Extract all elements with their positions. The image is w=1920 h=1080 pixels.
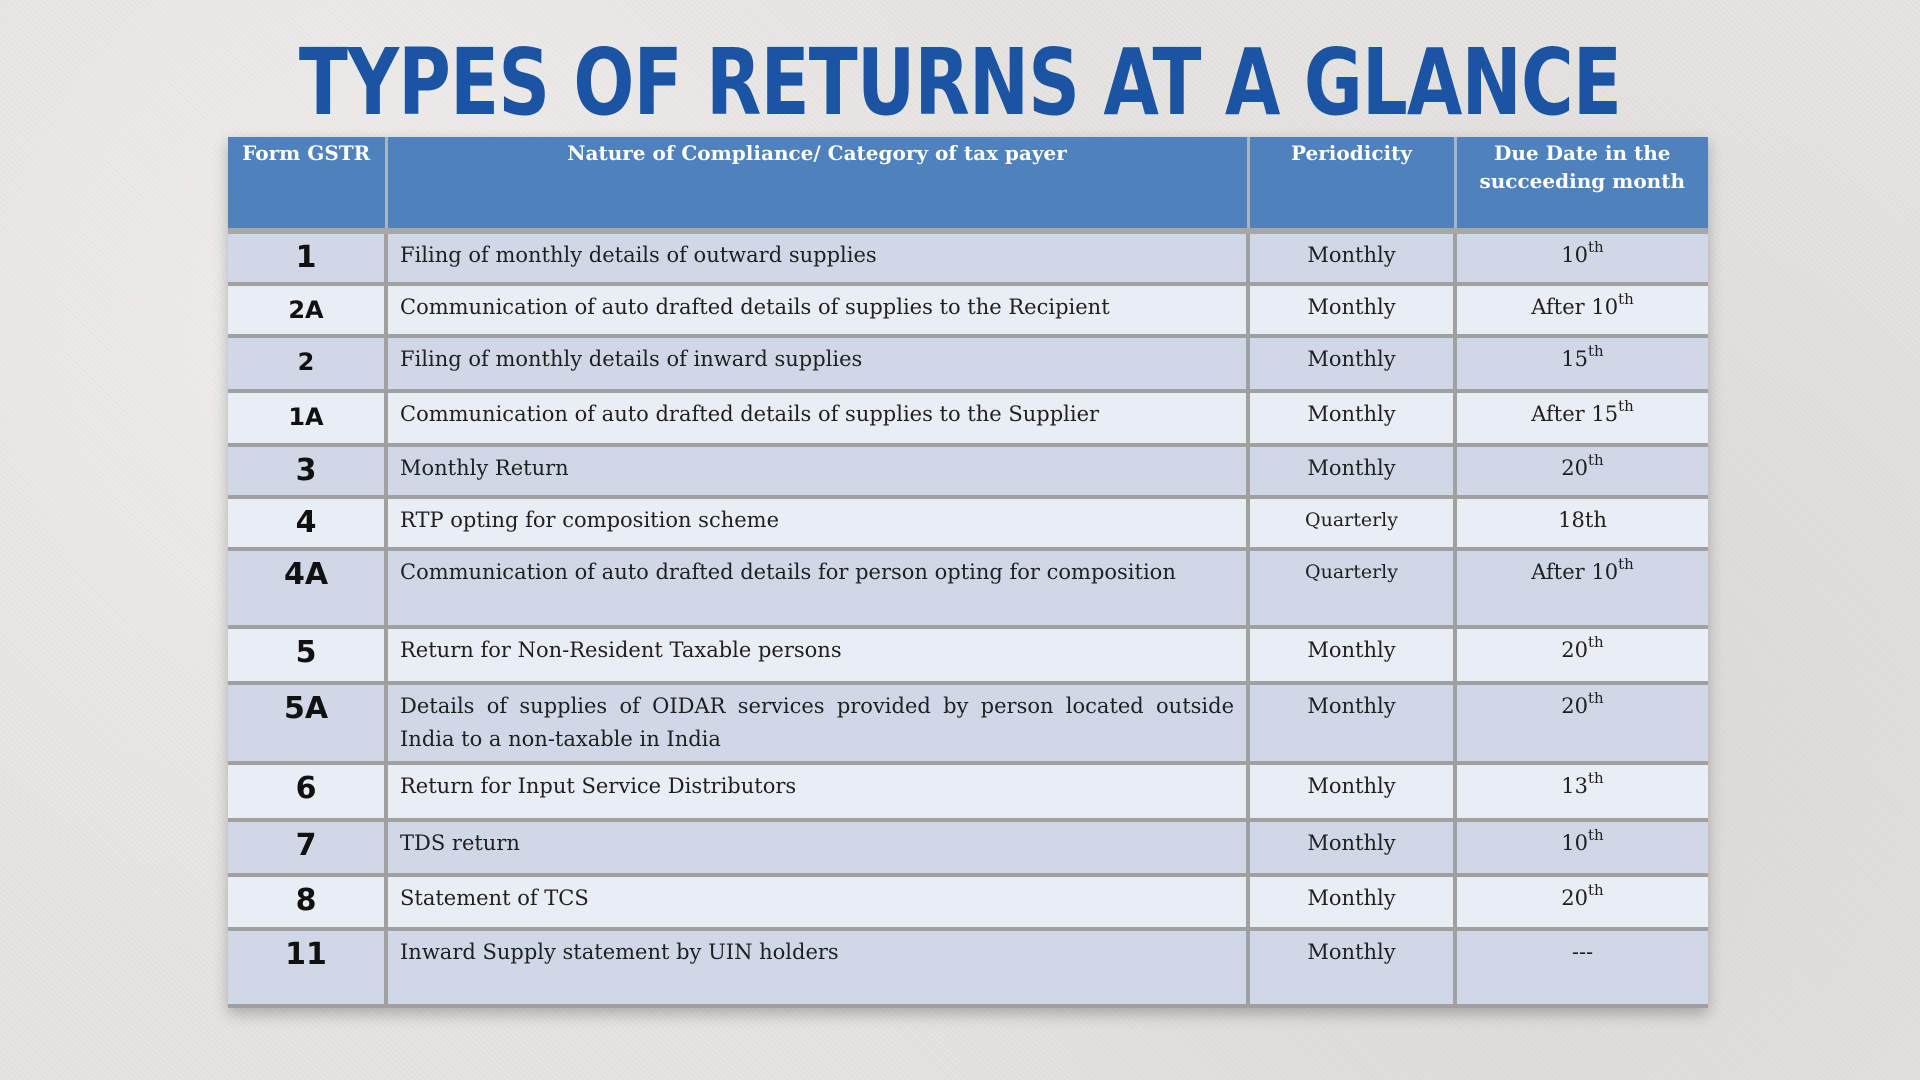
periodicity: Monthly — [1248, 683, 1455, 763]
periodicity: Monthly — [1248, 336, 1455, 391]
due-date-suffix: th — [1588, 451, 1604, 469]
table-row — [228, 683, 1708, 763]
returns-table-container — [228, 137, 1708, 1008]
due-date-suffix: th — [1618, 555, 1634, 573]
due-date — [1455, 929, 1708, 1006]
form-number: 8 — [228, 875, 386, 929]
table-row — [228, 820, 1708, 875]
due-date-suffix: th — [1588, 689, 1604, 707]
due-date — [1455, 231, 1708, 284]
nature-of-compliance: Statement of TCS — [386, 875, 1248, 929]
due-date-number: 10 — [1561, 243, 1589, 267]
due-date-number: 10 — [1591, 295, 1619, 319]
due-date-suffix: th — [1588, 633, 1604, 651]
due-date-suffix: th — [1618, 397, 1634, 415]
due-date-suffix: th — [1588, 881, 1604, 899]
due-date — [1455, 763, 1708, 820]
nature-of-compliance: Communication of auto drafted details of supplies to the Supplier — [386, 391, 1248, 445]
slide-title: TYPES OF RETURNS AT A GLANCE — [298, 29, 1622, 136]
table-body — [228, 231, 1708, 1006]
form-number: 6 — [228, 763, 386, 820]
table-row — [228, 549, 1708, 627]
periodicity: Quarterly — [1248, 549, 1455, 627]
header-form-gstr: Form GSTR — [228, 137, 386, 231]
table-row — [228, 231, 1708, 284]
table-row — [228, 497, 1708, 549]
due-date — [1455, 391, 1708, 445]
form-number: 4A — [228, 549, 386, 627]
form-number: 1A — [228, 391, 386, 445]
table-row — [228, 391, 1708, 445]
header-due-date: Due Date in the succeeding month — [1455, 137, 1708, 231]
due-date — [1455, 336, 1708, 391]
due-date-suffix: th — [1588, 826, 1604, 844]
nature-of-compliance: TDS return — [386, 820, 1248, 875]
due-date-suffix: th — [1588, 238, 1604, 256]
due-date — [1455, 284, 1708, 336]
due-date — [1455, 683, 1708, 763]
periodicity: Monthly — [1248, 445, 1455, 497]
periodicity: Monthly — [1248, 627, 1455, 683]
periodicity: Monthly — [1248, 763, 1455, 820]
due-date-suffix: th — [1588, 769, 1604, 787]
due-date-number: 10 — [1591, 560, 1619, 584]
due-date — [1455, 627, 1708, 683]
due-date-number: 20 — [1561, 886, 1589, 910]
table-row — [228, 445, 1708, 497]
header-nature-of-compliance: Nature of Compliance/ Category of tax payer — [386, 137, 1248, 231]
table-row — [228, 336, 1708, 391]
form-number: 2 — [228, 336, 386, 391]
due-date-prefix: After — [1531, 402, 1592, 426]
periodicity: Monthly — [1248, 284, 1455, 336]
due-date-number: 20 — [1561, 694, 1589, 718]
nature-of-compliance: Monthly Return — [386, 445, 1248, 497]
due-date — [1455, 820, 1708, 875]
form-number: 4 — [228, 497, 386, 549]
table-row — [228, 284, 1708, 336]
due-date-number: 20 — [1561, 456, 1589, 480]
due-date-number: 15 — [1591, 402, 1619, 426]
due-date-number: 10 — [1561, 831, 1589, 855]
form-number: 3 — [228, 445, 386, 497]
due-date-number: 20 — [1561, 638, 1589, 662]
table-header — [228, 137, 1708, 231]
due-date-number: --- — [1571, 940, 1594, 964]
form-number: 2A — [228, 284, 386, 336]
nature-of-compliance: Communication of auto drafted details of supplies to the Recipient — [386, 284, 1248, 336]
periodicity: Monthly — [1248, 929, 1455, 1006]
due-date-number: 15 — [1561, 347, 1589, 371]
form-number: 11 — [228, 929, 386, 1006]
form-number: 5A — [228, 683, 386, 763]
periodicity: Quarterly — [1248, 497, 1455, 549]
nature-of-compliance: Filing of monthly details of outward supplies — [386, 231, 1248, 284]
header-periodicity: Periodicity — [1248, 137, 1455, 231]
due-date — [1455, 497, 1708, 549]
nature-of-compliance: Return for Input Service Distributors — [386, 763, 1248, 820]
due-date-suffix: th — [1618, 290, 1634, 308]
periodicity: Monthly — [1248, 875, 1455, 929]
returns-table — [228, 137, 1708, 1008]
due-date-number: 13 — [1561, 774, 1589, 798]
periodicity: Monthly — [1248, 231, 1455, 284]
due-date-prefix: After — [1531, 560, 1592, 584]
nature-of-compliance: Communication of auto drafted details for person opting for composition — [386, 549, 1248, 627]
due-date-prefix: After — [1531, 295, 1592, 319]
nature-of-compliance: Return for Non-Resident Taxable persons — [386, 627, 1248, 683]
periodicity: Monthly — [1248, 820, 1455, 875]
nature-of-compliance: RTP opting for composition scheme — [386, 497, 1248, 549]
due-date-suffix: th — [1588, 342, 1604, 360]
table-row — [228, 627, 1708, 683]
form-number: 5 — [228, 627, 386, 683]
table-row — [228, 763, 1708, 820]
due-date — [1455, 875, 1708, 929]
nature-of-compliance: Details of supplies of OIDAR services provided by person located outside India to a non-taxable in India — [386, 683, 1248, 763]
form-number: 1 — [228, 231, 386, 284]
table-row — [228, 929, 1708, 1006]
nature-of-compliance: Filing of monthly details of inward supplies — [386, 336, 1248, 391]
due-date-number: 18th — [1558, 508, 1607, 532]
due-date — [1455, 549, 1708, 627]
nature-of-compliance: Inward Supply statement by UIN holders — [386, 929, 1248, 1006]
form-number: 7 — [228, 820, 386, 875]
periodicity: Monthly — [1248, 391, 1455, 445]
table-row — [228, 875, 1708, 929]
due-date — [1455, 445, 1708, 497]
header-row — [228, 137, 1708, 231]
